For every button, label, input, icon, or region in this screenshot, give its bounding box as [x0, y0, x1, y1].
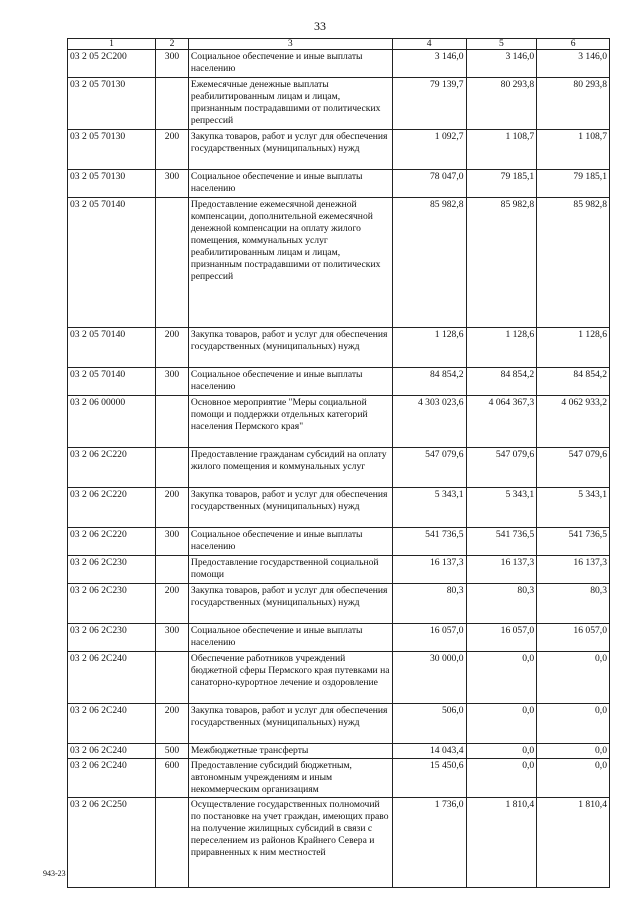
- cell-amount-2: 85 982,8: [466, 198, 537, 328]
- table-row: [68, 50, 610, 78]
- page-number: 33: [314, 19, 326, 33]
- table-row: [68, 396, 610, 448]
- footer-code: 943-23: [43, 869, 66, 878]
- cell-amount-3: 4 062 933,2: [537, 396, 610, 448]
- cell-amount-2: 541 736,5: [466, 528, 537, 556]
- cell-amount-2: 80 293,8: [466, 78, 537, 130]
- cell-expense-type: 200: [156, 584, 189, 624]
- cell-amount-1: 16 057,0: [392, 624, 466, 652]
- header-cell-4: 4: [392, 39, 466, 50]
- cell-amount-3: 0,0: [537, 652, 610, 704]
- cell-name: Предоставление субсидий бюджетным, автономным учреждениям и иным некоммерческим организациям: [188, 759, 392, 798]
- cell-amount-1: 30 000,0: [392, 652, 466, 704]
- cell-amount-2: 4 064 367,3: [466, 396, 537, 448]
- cell-amount-1: 79 139,7: [392, 78, 466, 130]
- header-cell-1: 1: [68, 39, 156, 50]
- cell-expense-type: [156, 198, 189, 328]
- cell-amount-1: 1 092,7: [392, 130, 466, 170]
- cell-amount-1: 15 450,6: [392, 759, 466, 798]
- cell-amount-3: 80 293,8: [537, 78, 610, 130]
- cell-amount-1: 1 128,6: [392, 328, 466, 368]
- cell-name: Закупка товаров, работ и услуг для обеспечения государственных (муниципальных) нужд: [188, 488, 392, 528]
- cell-amount-1: 16 137,3: [392, 556, 466, 584]
- cell-name: Межбюджетные трансферты: [188, 744, 392, 759]
- cell-amount-1: 14 043,4: [392, 744, 466, 759]
- cell-name: Обеспечение работников учреждений бюджетной сферы Пермского края путевками на санаторно-курортное лечение и оздоровление: [188, 652, 392, 704]
- cell-code: 03 2 06 00000: [68, 396, 156, 448]
- cell-amount-3: 16 137,3: [537, 556, 610, 584]
- cell-amount-3: 84 854,2: [537, 368, 610, 396]
- cell-code: 03 2 06 2С230: [68, 584, 156, 624]
- cell-name: Социальное обеспечение и иные выплаты населению: [188, 368, 392, 396]
- cell-expense-type: 500: [156, 744, 189, 759]
- cell-expense-type: 200: [156, 704, 189, 744]
- cell-amount-3: 0,0: [537, 759, 610, 798]
- cell-amount-1: 547 079,6: [392, 448, 466, 488]
- cell-code: 03 2 05 70130: [68, 170, 156, 198]
- cell-name: Закупка товаров, работ и услуг для обеспечения государственных (муниципальных) нужд: [188, 584, 392, 624]
- cell-expense-type: 300: [156, 170, 189, 198]
- cell-amount-2: 0,0: [466, 652, 537, 704]
- cell-amount-3: 0,0: [537, 704, 610, 744]
- table-row: [68, 744, 610, 759]
- cell-amount-2: 3 146,0: [466, 50, 537, 78]
- cell-code: 03 2 06 2С230: [68, 624, 156, 652]
- cell-amount-2: 16 057,0: [466, 624, 537, 652]
- cell-amount-2: 16 137,3: [466, 556, 537, 584]
- cell-expense-type: [156, 396, 189, 448]
- cell-amount-3: 3 146,0: [537, 50, 610, 78]
- cell-name: Социальное обеспечение и иные выплаты населению: [188, 50, 392, 78]
- cell-expense-type: 300: [156, 50, 189, 78]
- cell-name: Предоставление государственной социальной помощи: [188, 556, 392, 584]
- cell-amount-1: 84 854,2: [392, 368, 466, 396]
- cell-amount-1: 541 736,5: [392, 528, 466, 556]
- cell-expense-type: 300: [156, 528, 189, 556]
- table-row: [68, 488, 610, 528]
- cell-amount-2: 0,0: [466, 704, 537, 744]
- cell-amount-2: 5 343,1: [466, 488, 537, 528]
- table-row: [68, 652, 610, 704]
- table-row: [68, 130, 610, 170]
- cell-code: 03 2 06 2С240: [68, 704, 156, 744]
- cell-expense-type: 300: [156, 624, 189, 652]
- cell-code: 03 2 06 2С230: [68, 556, 156, 584]
- cell-amount-2: 1 108,7: [466, 130, 537, 170]
- cell-amount-2: 84 854,2: [466, 368, 537, 396]
- cell-amount-2: 0,0: [466, 759, 537, 798]
- cell-amount-2: 1 810,4: [466, 798, 537, 888]
- cell-code: 03 2 06 2С250: [68, 798, 156, 888]
- cell-name: Ежемесячные денежные выплаты реабилитированным лицам и лицам, признанным пострадавшими от политических репрессий: [188, 78, 392, 130]
- cell-name: Закупка товаров, работ и услуг для обеспечения государственных (муниципальных) нужд: [188, 704, 392, 744]
- table-row: [68, 198, 610, 328]
- cell-amount-3: 1 810,4: [537, 798, 610, 888]
- cell-amount-3: 541 736,5: [537, 528, 610, 556]
- cell-amount-3: 547 079,6: [537, 448, 610, 488]
- cell-amount-1: 85 982,8: [392, 198, 466, 328]
- header-cell-5: 5: [466, 39, 537, 50]
- table-row: [68, 528, 610, 556]
- cell-code: 03 2 05 70140: [68, 198, 156, 328]
- cell-code: 03 2 05 70130: [68, 130, 156, 170]
- cell-name: Закупка товаров, работ и услуг для обеспечения государственных (муниципальных) нужд: [188, 130, 392, 170]
- cell-code: 03 2 05 2С200: [68, 50, 156, 78]
- cell-name: Основное мероприятие "Меры социальной помощи и поддержки отдельных категорий населения Пермского края": [188, 396, 392, 448]
- cell-expense-type: 200: [156, 328, 189, 368]
- cell-code: 03 2 05 70140: [68, 368, 156, 396]
- cell-expense-type: 300: [156, 368, 189, 396]
- cell-amount-3: 80,3: [537, 584, 610, 624]
- cell-name: Закупка товаров, работ и услуг для обеспечения государственных (муниципальных) нужд: [188, 328, 392, 368]
- budget-table: [67, 38, 610, 888]
- cell-code: 03 2 06 2С240: [68, 744, 156, 759]
- cell-name: Предоставление ежемесячной денежной компенсации, дополнительной ежемесячной денежной компенсации на оплату жилого помещения, коммунальных услуг реабилитированным лицам и лицам, признанным пострадавшими от политических репрессий: [188, 198, 392, 328]
- table-row: [68, 704, 610, 744]
- cell-expense-type: [156, 652, 189, 704]
- table-row: [68, 759, 610, 798]
- cell-code: 03 2 05 70140: [68, 328, 156, 368]
- header-cell-3: 3: [188, 39, 392, 50]
- cell-code: 03 2 06 2С220: [68, 448, 156, 488]
- cell-expense-type: 600: [156, 759, 189, 798]
- cell-code: 03 2 06 2С220: [68, 528, 156, 556]
- cell-name: Социальное обеспечение и иные выплаты населению: [188, 170, 392, 198]
- cell-expense-type: [156, 798, 189, 888]
- table-row: [68, 798, 610, 888]
- header-cell-6: 6: [537, 39, 610, 50]
- cell-code: 03 2 06 2С220: [68, 488, 156, 528]
- table-row: [68, 78, 610, 130]
- cell-amount-2: 80,3: [466, 584, 537, 624]
- cell-expense-type: [156, 448, 189, 488]
- cell-amount-3: 1 108,7: [537, 130, 610, 170]
- cell-amount-2: 79 185,1: [466, 170, 537, 198]
- cell-amount-3: 16 057,0: [537, 624, 610, 652]
- cell-amount-3: 85 982,8: [537, 198, 610, 328]
- cell-amount-1: 4 303 023,6: [392, 396, 466, 448]
- table-row: [68, 624, 610, 652]
- table-row: [68, 170, 610, 198]
- cell-amount-1: 80,3: [392, 584, 466, 624]
- cell-amount-1: 78 047,0: [392, 170, 466, 198]
- cell-code: 03 2 05 70130: [68, 78, 156, 130]
- table-row: [68, 556, 610, 584]
- cell-amount-1: 3 146,0: [392, 50, 466, 78]
- cell-code: 03 2 06 2С240: [68, 652, 156, 704]
- cell-name: Социальное обеспечение и иные выплаты населению: [188, 624, 392, 652]
- cell-amount-1: 1 736,0: [392, 798, 466, 888]
- cell-amount-3: 1 128,6: [537, 328, 610, 368]
- header-row: [68, 39, 610, 50]
- cell-amount-3: 5 343,1: [537, 488, 610, 528]
- cell-expense-type: [156, 78, 189, 130]
- cell-name: Осуществление государственных полномочий по постановке на учет граждан, имеющих право на получение жилищных субсидий в связи с переселением из районов Крайнего Севера и приравненных к ним местностей: [188, 798, 392, 888]
- cell-amount-2: 0,0: [466, 744, 537, 759]
- cell-expense-type: 200: [156, 130, 189, 170]
- table-row: [68, 584, 610, 624]
- table-row: [68, 368, 610, 396]
- cell-amount-1: 506,0: [392, 704, 466, 744]
- cell-name: Социальное обеспечение и иные выплаты населению: [188, 528, 392, 556]
- cell-amount-2: 1 128,6: [466, 328, 537, 368]
- cell-amount-3: 79 185,1: [537, 170, 610, 198]
- cell-amount-2: 547 079,6: [466, 448, 537, 488]
- table-row: [68, 448, 610, 488]
- cell-amount-3: 0,0: [537, 744, 610, 759]
- cell-expense-type: 200: [156, 488, 189, 528]
- cell-amount-1: 5 343,1: [392, 488, 466, 528]
- cell-expense-type: [156, 556, 189, 584]
- table-row: [68, 328, 610, 368]
- header-cell-2: 2: [156, 39, 189, 50]
- cell-name: Предоставление гражданам субсидий на оплату жилого помещения и коммунальных услуг: [188, 448, 392, 488]
- cell-code: 03 2 06 2С240: [68, 759, 156, 798]
